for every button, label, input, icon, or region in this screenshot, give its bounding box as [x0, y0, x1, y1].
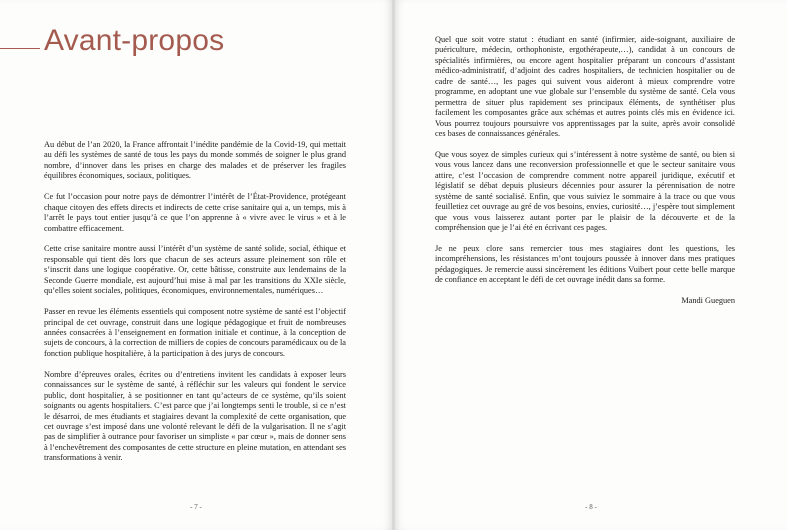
title-rule — [0, 48, 40, 49]
right-page — [395, 0, 787, 530]
paragraph: Quel que soit votre statut : étudiant en santé (infirmier, aide-soignant, auxiliaire de puériculture, médecin, orthophoniste, ergothérapeute,…), candidat à un concours de spécialités infirmières, ou encore agent hospitalier préparant un concours d’assistant médico-administratif, d’adjoint des cadres hospitaliers, de technicien hospitalier ou de cadre de santé…, les pages qui suivent vous aideront à mieux comprendre votre programme, en adoptant une vue globale sur l’ensemble du système de santé. Cela vous permettra de situer plus rapidement ses principaux éléments, de synthétiser plus facilement les composantes grâce aux schémas et autres points clés mis en évidence ici. Vous pourrez toujours poursuivre vos apprentissages par la suite, après avoir consolidé ces bases de connaissances générales. — [435, 35, 735, 139]
paragraph: Passer en revue les éléments essentiels qui composent notre système de santé est l’objectif principal de cet ouvrage, construit dans une logique pédagogique et fruit de nombreuses années consacrées à l’enseignement en formation initiale et continue, à la conception de sujets de concours, à la correction de milliers de copies de concours paramédicaux ou de la fonction publique hospitalière, à la participation à des jurys de concours. — [44, 307, 346, 358]
page-number: - 7 - — [190, 503, 202, 511]
paragraph: Que vous soyez de simples curieux qui s’intéressent à notre système de santé, ou bien si vous vous lancez dans une reconversion professionnelle et que le secteur sanitaire vous attire, c’est l’occasion de comprendre comment notre appareil juridique, exécutif et législatif se débat depuis plusieurs décennies pour assurer la pérennisation de notre système de santé socialisé. Enfin, que vous suiviez le sommaire à la trace ou que vous feuilletiez cet ouvrage au gré de vos besoins, envies, curiosité…, j’espère tout simplement que vous vous laisserez autant porter par le plaisir de la découverte et de la compréhension que je l’ai été en écrivant ces pages. — [435, 149, 735, 233]
paragraph: Cette crise sanitaire montre aussi l’intérêt d’un système de santé solide, social, éthique et responsable qui tient dès lors que chacun de ses acteurs assure pleinement son rôle et s’inscrit dans une logique coopérative. Or, cette bâtisse, construite aux lendemains de la Seconde Guerre mondiale, est aujourd’hui mise à mal par les transitions du XXIe siècle, qu’elles soient sociales, politiques, économiques, environnementales, numériques… — [44, 244, 346, 296]
paragraph: Nombre d’épreuves orales, écrites ou d’entretiens invitent les candidats à exposer leurs connaissances sur le système de santé, à réfléchir sur les valeurs qui fondent le service public, dont hospitalier, à se positionner en tant qu’acteurs de ce système, qu’ils soient soignants ou agents hospitaliers. C’est parce que j’ai longtemps senti le trouble, si ce n’est le désarroi, de mes étudiants et stagiaires devant la complexité de cette organisation, que cet ouvrage s’est imposé dans une volonté relevant le défi de la vulgarisation. Il ne s’agit pas de simplifier à outrance pour favoriser un simpliste « par cœur », mais de donner sens à l’enchevêtrement des composantes de cette structure en pleine mutation, en attendant ses transformations à venir. — [44, 369, 346, 463]
author-signature: Mandi Gueguen — [681, 296, 735, 306]
paragraph: Au début de l’an 2020, la France affrontait l’inédite pandémie de la Covid-19, qui mettait au défi les systèmes de santé de tous les pays du monde sommés de soigner le plus grand nombre, d’innover dans les prises en charge des malades et de préserver les fragiles équilibres économiques, sociaux, politiques. — [44, 140, 346, 181]
paragraph: Je ne peux clore sans remercier tous mes stagiaires dont les questions, les incompréhensions, les résistances m’ont toujours poussée à innover dans mes pratiques pédagogiques. Je remercie aussi sincèrement les éditions Vuibert pour cette belle marque de confiance en acceptant le défi de cet ouvrage inédit dans sa forme. — [435, 243, 735, 285]
paragraph: Ce fut l’occasion pour notre pays de démontrer l’intérêt de l’État-Providence, protégeant chaque citoyen des effets directs et indirects de cette crise sanitaire qui a, un temps, mis à l’arrêt le pays tout entier jusqu’à ce que l’on apprenne à « vivre avec le virus » et à le combattre efficacement. — [44, 192, 346, 233]
right-text-column — [435, 35, 735, 317]
page-title: Avant-propos — [44, 24, 225, 57]
page-number: - 8 - — [585, 503, 597, 511]
left-page — [0, 0, 392, 530]
left-text-column — [44, 140, 346, 474]
